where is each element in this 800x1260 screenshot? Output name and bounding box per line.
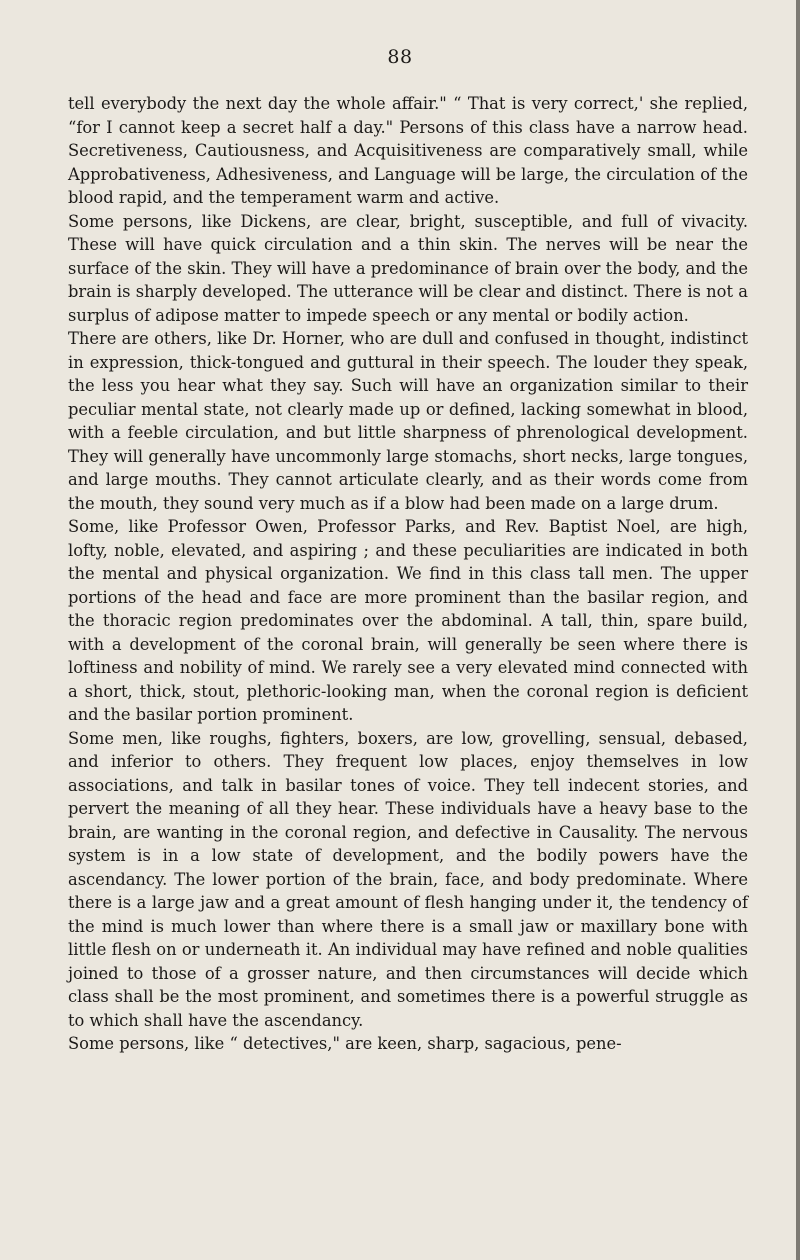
paragraph-3: There are others, like Dr. Horner, who are dull and confused in thought, indistinct in expression, thick-tongued and guttural in their speech. The louder they speak, the less you hear what they say. Such will have an organization similar to their peculiar mental state, not clearly made up or defined, lacking somewhat in blood, with a feeble circulation, and but little sharpness of phrenological development. They will generally have uncommonly large stomachs, short necks, large tongues, and large mouths. They cannot articulate clearly, and as their words come from the mouth, they sound very much as if a blow had been made on a large drum. bbox=[68, 329, 748, 513]
paragraph-1: tell everybody the next day the whole affair." “ That is very correct,' she replied, “for I cannot keep a secret half a day." Persons of this class have a narrow head. Secretiveness, Cautiousness, and Acquisitiveness are comparatively small, while Approbativeness, Adhesiveness, and Language will be large, the circulation of the blood rapid, and the temperament warm and active. bbox=[68, 94, 748, 207]
paragraph-6: Some persons, like “ detectives," are keen, sharp, sagacious, pene- bbox=[68, 1034, 622, 1053]
body-text bbox=[68, 92, 748, 1056]
page-number: 88 bbox=[387, 46, 413, 68]
paragraph-2: Some persons, like Dickens, are clear, bright, susceptible, and full of vivacity. These will have quick circulation and a thin skin. The nerves will be near the surface of the skin. They will have a predominance of brain over the body, and the brain is sharply developed. The utterance will be clear and distinct. There is not a surplus of adipose matter to impede speech or any mental or bodily action. bbox=[68, 211, 748, 325]
paragraph-5: Some men, like roughs, fighters, boxers, are low, grovelling, sensual, debased, and inferior to others. They frequent low places, enjoy themselves in low associations, and talk in basilar tones of voice. They tell indecent stories, and pervert the meaning of all they hear. These individuals have a heavy base to the brain, are wanting in the coronal region, and defective in Causality. The nervous system is in a low state of development, and the bodily powers have the ascendancy. The lower portion of the brain, face, and body predominate. Where there is a large jaw and a great amount of flesh hanging under it, the tendency of the mind is much lower than where there is a small jaw or maxillary bone with little flesh on or underneath it. An individual may have refined and noble qualities joined to those of a grosser nature, and then circumstances will decide which class shall be the most prominent, and sometimes there is a powerful struggle as to which shall have the ascendancy. bbox=[68, 728, 748, 1030]
page-edge-shadow bbox=[796, 0, 800, 1260]
paragraph-4: Some, like Professor Owen, Professor Parks, and Rev. Baptist Noel, are high, lofty, noble, elevated, and aspiring ; and these peculiarities are indicated in both the mental and physical organization. We find in this class tall men. The upper portions of the head and face are more prominent than the basilar region, and the thoracic region predominates over the abdominal. A tall, thin, spare build, with a development of the coronal brain, will generally be seen where there is loftiness and nobility of mind. We rarely see a very elevated mind connected with a short, thick, stout, plethoric-looking man, when the coronal region is deficient and the basilar portion prominent. bbox=[68, 517, 748, 724]
